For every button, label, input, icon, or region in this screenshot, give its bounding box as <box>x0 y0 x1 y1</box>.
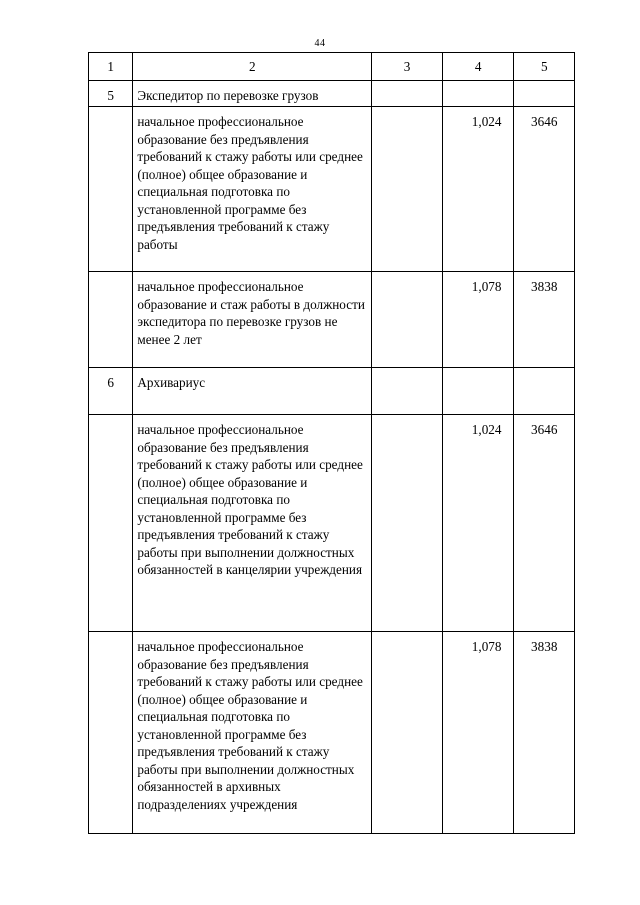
position-row <box>89 368 575 415</box>
position-title: Экспедитор по перевозке грузов <box>133 81 372 107</box>
column-header: 5 <box>514 53 575 81</box>
column-header: 1 <box>89 53 133 81</box>
coefficient-cell: 1,078 <box>442 632 514 834</box>
col3-cell <box>372 107 443 272</box>
col3-cell <box>372 415 443 632</box>
qualification-text: начальное профессиональное образование без предъявления требований к стажу работы или среднее (полное) общее образование и специальная подготовка по установленной программе без предъявления требований к стажу работы <box>133 107 372 272</box>
table-row <box>89 272 575 368</box>
empty-cell <box>89 632 133 834</box>
page-number: 44 <box>314 38 326 49</box>
coefficient-cell: 1,078 <box>442 272 514 368</box>
position-row <box>89 81 575 107</box>
empty-cell <box>514 81 575 107</box>
col3-cell <box>372 632 443 834</box>
position-number: 5 <box>89 81 133 107</box>
column-header: 2 <box>133 53 372 81</box>
col3-cell <box>372 272 443 368</box>
table-header-row <box>89 53 575 81</box>
column-header: 4 <box>442 53 514 81</box>
empty-cell <box>89 415 133 632</box>
column-header: 3 <box>372 53 443 81</box>
empty-cell <box>372 368 443 415</box>
salary-cell: 3646 <box>514 107 575 272</box>
salary-table <box>88 52 575 834</box>
position-number: 6 <box>89 368 133 415</box>
coefficient-cell: 1,024 <box>442 415 514 632</box>
salary-cell: 3646 <box>514 415 575 632</box>
qualification-text: начальное профессиональное образование без предъявления требований к стажу работы или среднее (полное) общее образование и специальная подготовка по установленной программе без предъявления требований к стажу работы при выполнении должностных обязанностей в архивных подразделениях учреждения <box>133 632 372 834</box>
empty-cell <box>89 272 133 368</box>
coefficient-cell: 1,024 <box>442 107 514 272</box>
salary-cell: 3838 <box>514 272 575 368</box>
empty-cell <box>372 81 443 107</box>
empty-cell <box>442 368 514 415</box>
empty-cell <box>89 107 133 272</box>
position-title: Архивариус <box>133 368 372 415</box>
empty-cell <box>442 81 514 107</box>
table-row <box>89 632 575 834</box>
table-row <box>89 415 575 632</box>
salary-cell: 3838 <box>514 632 575 834</box>
empty-cell <box>514 368 575 415</box>
qualification-text: начальное профессиональное образование без предъявления требований к стажу работы или среднее (полное) общее образование и специальная подготовка по установленной программе без предъявления требований к стажу работы при выполнении должностных обязанностей в канцелярии учреждения <box>133 415 372 632</box>
qualification-text: начальное профессиональное образование и стаж работы в должности экспедитора по перевозке грузов не менее 2 лет <box>133 272 372 368</box>
table-row <box>89 107 575 272</box>
